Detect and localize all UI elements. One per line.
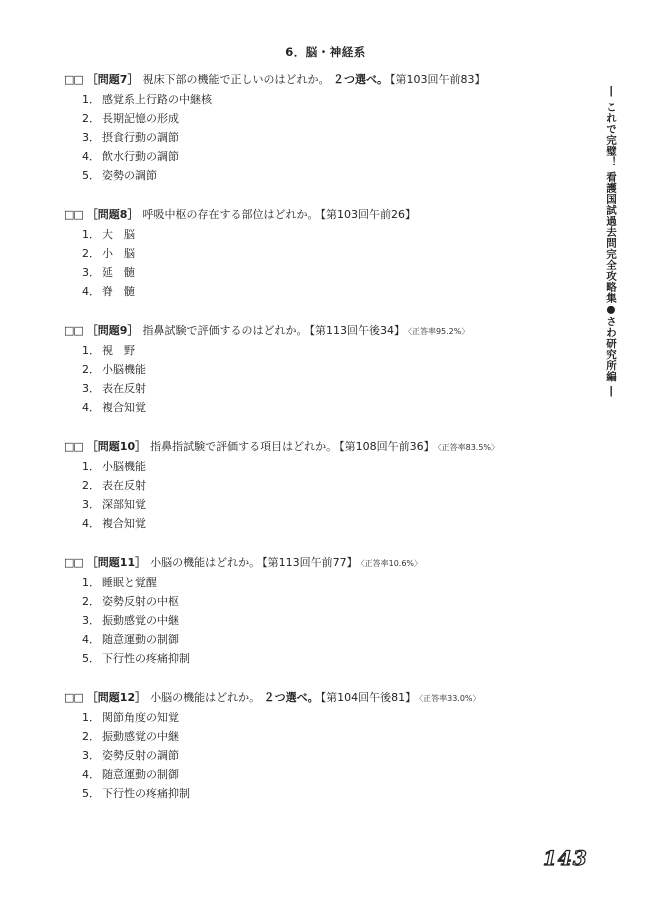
option[interactable] xyxy=(82,128,584,147)
option-text: 随意運動の制御 xyxy=(102,633,179,646)
option[interactable] xyxy=(82,765,584,784)
option[interactable] xyxy=(82,90,584,109)
option-number: 5． xyxy=(82,652,100,665)
question-number: ［問題10］ xyxy=(86,440,147,453)
option-text: 脊 髄 xyxy=(102,285,135,298)
option[interactable] xyxy=(82,708,584,727)
question-7 xyxy=(64,70,584,185)
option-text: 視 野 xyxy=(102,344,135,357)
option-number: 3． xyxy=(82,266,100,279)
option-text: 小 脳 xyxy=(102,247,135,260)
question-header xyxy=(64,437,584,457)
check-boxes[interactable]: □□ xyxy=(64,324,83,337)
option-number: 2． xyxy=(82,479,100,492)
question-source: 【第113回午前77】 xyxy=(262,556,358,569)
question-source: 【第103回午前83】 xyxy=(389,73,486,86)
option-text: 随意運動の制御 xyxy=(102,768,179,781)
option-number: 1． xyxy=(82,576,100,589)
section-title: 6．脳・神経系 xyxy=(285,45,366,59)
option-text: 姿勢の調節 xyxy=(102,169,157,182)
option-text: 小脳機能 xyxy=(102,363,146,376)
question-10 xyxy=(64,437,584,533)
page-number: 143 xyxy=(543,846,588,870)
option-number: 1． xyxy=(82,460,100,473)
question-8 xyxy=(64,205,584,301)
option-number: 5． xyxy=(82,787,100,800)
option[interactable] xyxy=(82,514,584,533)
question-11 xyxy=(64,553,584,668)
option[interactable] xyxy=(82,630,584,649)
option[interactable] xyxy=(82,784,584,803)
question-text: 指鼻試験で評価するのはどれか。 xyxy=(142,324,308,337)
option-text: 下行性の疼痛抑制 xyxy=(102,652,190,665)
question-rate: 〈正答率10.6%〉 xyxy=(360,559,423,568)
option-number: 3． xyxy=(82,749,100,762)
option[interactable] xyxy=(82,457,584,476)
option-list xyxy=(64,573,584,668)
option-list xyxy=(64,708,584,803)
option-text: 姿勢反射の中枢 xyxy=(102,595,179,608)
question-header xyxy=(64,70,584,90)
option[interactable] xyxy=(82,398,584,417)
option-text: 複合知覚 xyxy=(102,517,146,530)
option-text: 深部知覚 xyxy=(102,498,146,511)
option[interactable] xyxy=(82,282,584,301)
question-emphasis: ２つ選べ。 xyxy=(263,691,319,704)
question-header xyxy=(64,553,584,573)
option[interactable] xyxy=(82,592,584,611)
question-source: 【第113回午後34】 xyxy=(309,324,405,337)
option-text: 振動感覚の中継 xyxy=(102,614,179,627)
option-number: 3． xyxy=(82,614,100,627)
check-boxes[interactable]: □□ xyxy=(64,556,83,569)
option[interactable] xyxy=(82,495,584,514)
option-number: 2． xyxy=(82,112,100,125)
option-number: 4． xyxy=(82,633,100,646)
option-text: 下行性の疼痛抑制 xyxy=(102,787,190,800)
option[interactable] xyxy=(82,476,584,495)
option[interactable] xyxy=(82,727,584,746)
option-text: 感覚系上行路の中継核 xyxy=(102,93,212,106)
check-boxes[interactable]: □□ xyxy=(64,208,83,221)
question-rate: 〈正答率83.5%〉 xyxy=(437,443,500,452)
question-source: 【第104回午後81】 xyxy=(320,691,417,704)
question-emphasis: ２つ選べ。 xyxy=(332,73,388,86)
question-header xyxy=(64,321,584,341)
question-header xyxy=(64,205,584,225)
option-number: 3． xyxy=(82,131,100,144)
option-number: 3． xyxy=(82,498,100,511)
question-rate: 〈正答率95.2%〉 xyxy=(407,327,470,336)
question-rate: 〈正答率33.0%〉 xyxy=(419,694,481,703)
option-text: 表在反射 xyxy=(102,382,146,395)
option-text: 表在反射 xyxy=(102,479,146,492)
question-number: ［問題9］ xyxy=(86,324,139,337)
question-list xyxy=(64,70,584,823)
option-number: 1． xyxy=(82,228,100,241)
question-text: 呼吸中枢の存在する部位はどれか。 xyxy=(142,208,319,221)
option-number: 2． xyxy=(82,595,100,608)
question-text: 視床下部の機能で正しいのはどれか。 xyxy=(142,73,330,86)
option-number: 4． xyxy=(82,150,100,163)
option-text: 大 脳 xyxy=(102,228,135,241)
option[interactable] xyxy=(82,166,584,185)
option[interactable] xyxy=(82,649,584,668)
option-text: 振動感覚の中継 xyxy=(102,730,179,743)
option[interactable] xyxy=(82,225,584,244)
question-number: ［問題8］ xyxy=(86,208,139,221)
option-text: 摂食行動の調節 xyxy=(102,131,179,144)
question-header xyxy=(64,688,584,708)
option-number: 3． xyxy=(82,382,100,395)
option-number: 1． xyxy=(82,711,100,724)
option-text: 睡眠と覚醒 xyxy=(102,576,157,589)
option[interactable] xyxy=(82,263,584,282)
option-number: 4． xyxy=(82,768,100,781)
option-number: 4． xyxy=(82,401,100,414)
option-text: 関節角度の知覚 xyxy=(102,711,179,724)
option-text: 姿勢反射の調節 xyxy=(102,749,179,762)
question-number: ［問題7］ xyxy=(86,73,139,86)
question-number: ［問題12］ xyxy=(86,691,147,704)
question-9 xyxy=(64,321,584,417)
question-number: ［問題11］ xyxy=(86,556,147,569)
option-number: 4． xyxy=(82,517,100,530)
option[interactable] xyxy=(82,109,584,128)
option[interactable] xyxy=(82,611,584,630)
option-text: 複合知覚 xyxy=(102,401,146,414)
question-12 xyxy=(64,688,584,803)
option-number: 1． xyxy=(82,93,100,106)
side-running-title: ― これで完璧！ 看護国試過去問完全攻略集●さわ研究所編 ― xyxy=(605,86,617,397)
question-source: 【第108回午前36】 xyxy=(339,440,435,453)
option-number: 4． xyxy=(82,285,100,298)
option[interactable] xyxy=(82,573,584,592)
check-boxes[interactable]: □□ xyxy=(64,691,83,704)
option-list xyxy=(64,225,584,301)
check-boxes[interactable]: □□ xyxy=(64,440,83,453)
option-number: 2． xyxy=(82,363,100,376)
question-source: 【第103回午前26】 xyxy=(320,208,416,221)
option-number: 2． xyxy=(82,730,100,743)
option-number: 1． xyxy=(82,344,100,357)
option[interactable] xyxy=(82,360,584,379)
option[interactable] xyxy=(82,746,584,765)
option-list xyxy=(64,90,584,185)
option[interactable] xyxy=(82,341,584,360)
check-boxes[interactable]: □□ xyxy=(64,73,83,86)
question-text: 指鼻指試験で評価する項目はどれか。 xyxy=(150,440,338,453)
option-number: 2． xyxy=(82,247,100,260)
option[interactable] xyxy=(82,244,584,263)
option-text: 延 髄 xyxy=(102,266,135,279)
question-text: 小脳の機能はどれか。 xyxy=(150,691,261,704)
option[interactable] xyxy=(82,147,584,166)
option-number: 5． xyxy=(82,169,100,182)
option-text: 長期記憶の形成 xyxy=(102,112,179,125)
option[interactable] xyxy=(82,379,584,398)
option-list xyxy=(64,457,584,533)
option-text: 小脳機能 xyxy=(102,460,146,473)
option-list xyxy=(64,341,584,417)
option-text: 飲水行動の調節 xyxy=(102,150,179,163)
question-text: 小脳の機能はどれか。 xyxy=(150,556,261,569)
